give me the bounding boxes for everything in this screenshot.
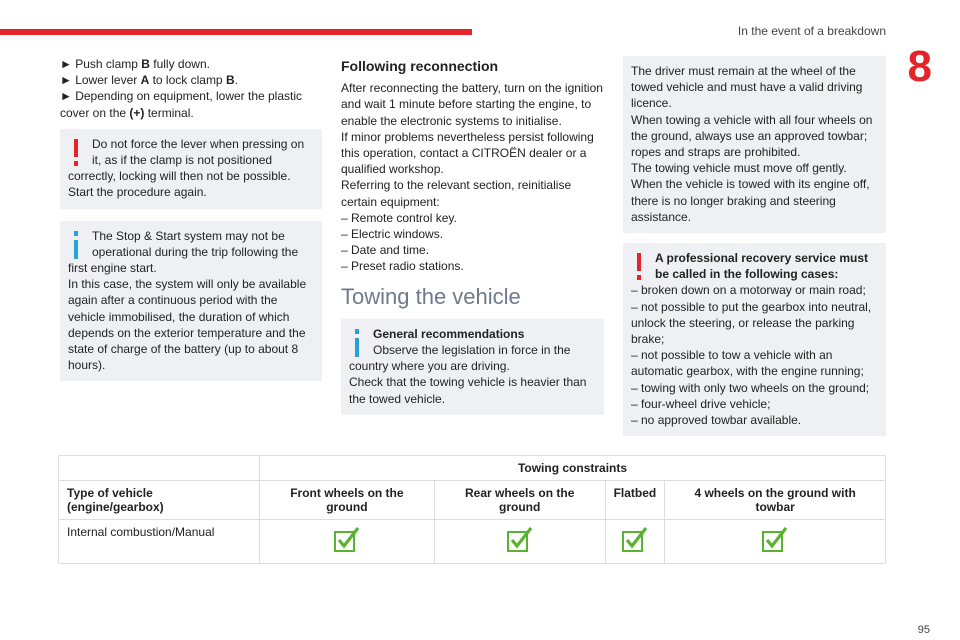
warning-icon [634, 253, 644, 281]
box-paragraph: When towing a vehicle with all four wheels on the ground, always use an approved towbar; ropes and straps are prohibited. [631, 112, 873, 160]
column-header-flatbed: Flatbed [605, 481, 665, 520]
info-text-rest1: first engine start. [68, 261, 157, 276]
warning-box [60, 129, 322, 209]
table-cell [605, 520, 665, 564]
list-item: – not possible to tow a vehicle with an automatic gearbox, with the engine running; [631, 348, 864, 379]
reconnect-para-3: Referring to the relevant section, reinitialise certain equipment: [341, 178, 572, 209]
table-header-row [59, 481, 886, 520]
column-1 [60, 56, 322, 381]
box-paragraph: The towing vehicle must move off gently. [631, 161, 847, 176]
step-2: ► Lower lever A to lock clamp B. [60, 73, 238, 88]
reconnect-para-1: After reconnecting the battery, turn on the ignition and wait 1 minute before starting the engine, to enable the electronic systems to initialise. [341, 81, 603, 128]
recovery-warning-box [623, 243, 886, 436]
check-icon [621, 526, 649, 554]
towing-constraints-table [58, 455, 886, 564]
list-item: – broken down on a motorway or main road; [631, 283, 866, 298]
header-title: In the event of a breakdown [737, 24, 886, 38]
list-item: – towing with only two wheels on the ground; [631, 380, 870, 395]
column-3 [623, 56, 886, 436]
column-header-front-wheels: Front wheels on the ground [260, 481, 435, 520]
chapter-number: 8 [907, 42, 932, 91]
box-paragraph: The driver must remain at the wheel of the towed vehicle and must have a valid driving licence. [631, 64, 863, 111]
check-icon [761, 526, 789, 554]
step-1: ► Push clamp B fully down. [60, 57, 210, 71]
info-icon [352, 329, 362, 357]
info-icon [71, 231, 81, 259]
info-rest: country where you are driving. [349, 359, 510, 374]
list-item: – Preset radio stations. [341, 259, 464, 274]
check-icon [506, 526, 534, 554]
page-number: 95 [917, 624, 930, 636]
info-rest-2: Check that the towing vehicle is heavier than the towed vehicle. [349, 375, 587, 406]
info-text-rest2: In this case, the system will only be available again after a continuous period with the vehicle immobilised, the duration of which depends on the exterior temperature and the state of charge of the battery (up to about 8 hours). [68, 277, 307, 373]
check-icon [333, 526, 361, 554]
warning-text-rest: correctly, locking will then not be possible. Start the procedure again. [68, 169, 291, 200]
list-item: – Remote control key. [341, 210, 457, 225]
list-item: – Date and time. [341, 243, 430, 258]
list-item: – Electric windows. [341, 227, 444, 242]
vehicle-type-cell: Internal combustion/Manual [59, 520, 260, 564]
info-title: General recommendations [373, 326, 525, 341]
column-header-rear-wheels: Rear wheels on the ground [434, 481, 605, 520]
step-3: ► Depending on equipment, lower the plastic cover on the (+) terminal. [60, 89, 303, 120]
reconnect-para-2: If minor problems nevertheless persist following this operation, contact a CITROËN dealer or a qualified workshop. [341, 129, 594, 177]
section-heading-reconnection: Following reconnection [341, 58, 499, 74]
column-header-four-wheels: 4 wheels on the ground with towbar [665, 481, 886, 520]
info-line-1: Observe the legislation in force in the [373, 343, 571, 358]
table-cell-empty [59, 456, 260, 481]
box-paragraph: When the vehicle is towed with its engine off, there is no longer braking and steering assistance. [631, 177, 870, 224]
table-group-header-row [59, 456, 886, 481]
table-row [59, 520, 886, 564]
info-text-first: The Stop & Start system may not be operational during the trip following the [92, 228, 299, 259]
section-title-towing: Towing the vehicle [341, 283, 521, 309]
info-box [60, 221, 322, 382]
warning-title: A professional recovery service must be called in the following cases: [655, 251, 868, 282]
table-group-header: Towing constraints [260, 456, 886, 481]
list-item: – four-wheel drive vehicle; [631, 396, 771, 411]
table-cell [665, 520, 886, 564]
table-cell [434, 520, 605, 564]
driver-requirements-box [623, 56, 886, 233]
list-item: – no approved towbar available. [631, 413, 802, 428]
column-header-type: Type of vehicle (engine/gearbox) [59, 481, 260, 520]
general-recommendations-box [341, 319, 604, 415]
column-2 [341, 56, 604, 415]
header-accent-bar [0, 29, 472, 35]
warning-icon [71, 139, 81, 167]
list-item: – not possible to put the gearbox into neutral, unlock the steering, or release the parking brake; [631, 299, 872, 347]
warning-text-first: Do not force the lever when pressing on it, as if the clamp is not positioned [92, 136, 305, 168]
table-cell [260, 520, 435, 564]
